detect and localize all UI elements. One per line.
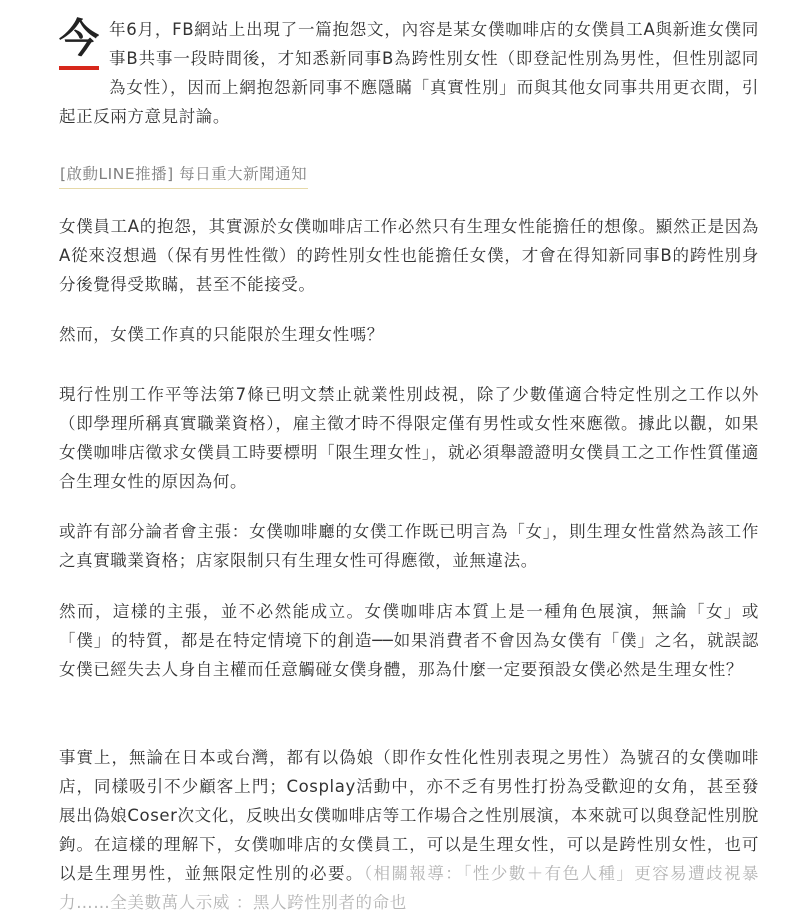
paragraph-6 bbox=[59, 743, 759, 911]
lead-paragraph-text: 年6月，FB網站上出現了一篇抱怨文，內容是某女僕咖啡店的女僕員工A與新進女僕同事B共事一段時間後，才知悉新同事B為跨性別女性（即登記性別為男性，但性別認同為女性），因而上網抱怨新同事不應隱瞞「真實性別」而與其他女同事共用更衣間，引起正反兩方意見討論。 bbox=[59, 20, 759, 126]
paragraph-4: 或許有部分論者會主張：女僕咖啡廳的女僕工作既已明言為「女」，則生理女性當然為該工作之真實職業資格；店家限制只有生理女性可得應徵，並無違法。 bbox=[59, 522, 759, 570]
line-push-subscribe-link[interactable]: [啟動LINE推播] 每日重大新聞通知 bbox=[59, 160, 308, 189]
paragraph-6-text: 事實上，無論在日本或台灣，都有以偽娘（即作女性化性別表現之男性）為號召的女僕咖啡店，同樣吸引不少顧客上門；Cosplay活動中，亦不乏有男性打扮為受歡迎的女角，甚至發展出偽娘Coser次文化，反映出女僕咖啡店等工作場合之性別展演，本來就可以與登記性別脫鉤。在這樣的理解下，女僕咖啡店的女僕員工，可以是生理女性，可以是跨性別女性，也可以是生理男性，並無限定性別的必要。 bbox=[59, 748, 759, 883]
paragraph-1: 女僕員工A的抱怨，其實源於女僕咖啡店工作必然只有生理女性能擔任的想像。顯然正是因為A從來沒想過（保有男性性徵）的跨性別女性也能擔任女僕，才會在得知新同事B的跨性別身分後覺得受欺瞞，甚至不能接受。 bbox=[59, 217, 759, 294]
paragraph-3: 現行性別工作平等法第7條已明文禁止就業性別歧視，除了少數僅適合特定性別之工作以外（即學理所稱真實職業資格），雇主徵才時不得限定僅有男性或女性來應徵。據此以觀，如果女僕咖啡店徵求女僕員工時要標明「限生理女性」，就必須舉證證明女僕員工之工作性質僅適合生理女性的原因為何。 bbox=[59, 385, 759, 491]
paragraph-5 bbox=[59, 597, 759, 684]
paragraph-5-text: 然而，這樣的主張，並不必然能成立。女僕咖啡店本質上是一種角色展演，無論「女」或「僕」的特質，都是在特定情境下的創造──如果消費者不會因為女僕有「僕」之名，就誤認女僕已經失去人身自主權而任意觸碰女僕身體，那為什麼一定要預設女僕必然是生理女性？ bbox=[59, 602, 759, 679]
paragraph-2: 然而，女僕工作真的只能限於生理女性嗎？ bbox=[59, 325, 384, 344]
lead-paragraph bbox=[59, 15, 759, 131]
drop-cap: 今 bbox=[59, 16, 99, 74]
related-report-link[interactable]: （相關報導：「性少數＋有色人種」更容易遭歧視暴力……全美數萬人示威 ：黑人跨性別者的命也 bbox=[59, 864, 759, 911]
